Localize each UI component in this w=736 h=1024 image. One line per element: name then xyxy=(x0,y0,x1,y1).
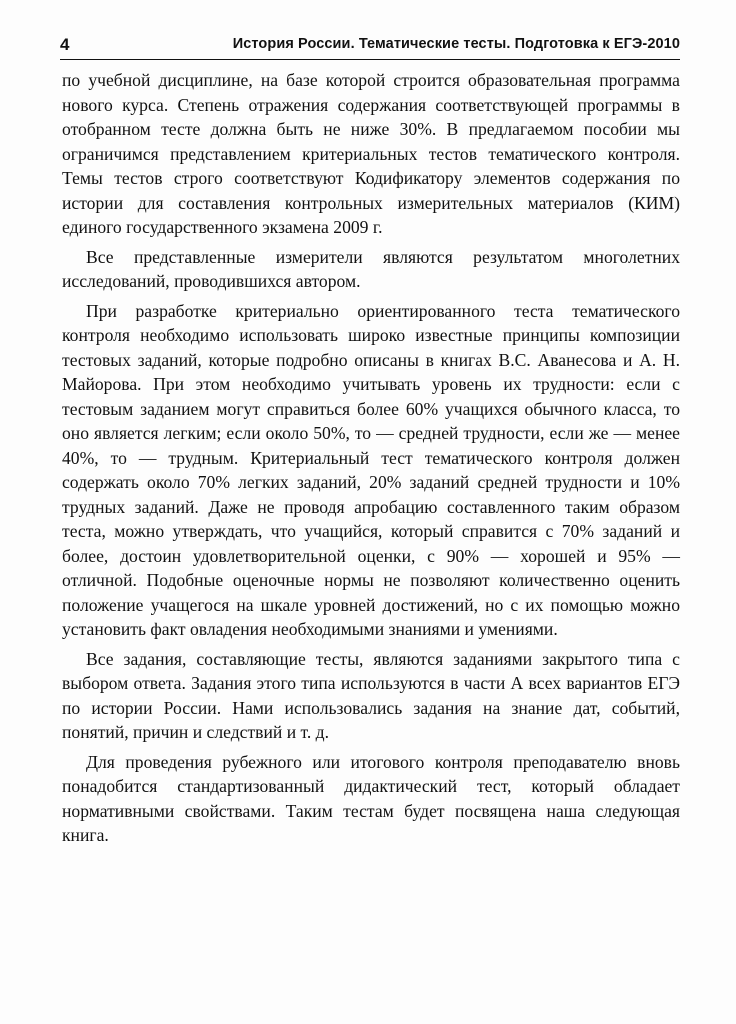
header-divider xyxy=(60,59,680,60)
running-head xyxy=(60,33,680,59)
paragraph: Все задания, составляющие тесты, являются заданиями закрытого типа с выбором ответа. Задания этого типа используются в части А всех вариантов ЕГЭ по истории России. Нами использовались задания на знание дат, событий, понятий, причин и следствий и т. д. xyxy=(62,648,680,742)
page-number: 4 xyxy=(60,35,70,54)
paragraph-continuation: по учебной дисциплине, на базе которой строится образовательная программа нового курса. Степень отражения содержания соответствующей программы в отобранном тесте должна быть не ниже 30%. В предлагаемом пособии мы ограничимся представлением критериальных тестов тематического контроля. Темы тестов строго соответствуют Кодификатору элементов содержания по истории для составления контрольных измерительных материалов (КИМ) единого государственного экзамена 2009 г. xyxy=(62,70,680,237)
paragraph: Все представленные измерители являются результатом многолетних исследований, проводившихся автором. xyxy=(62,246,680,291)
paragraph: Для проведения рубежного или итогового контроля преподавателю вновь понадобится стандартизованный дидактический тест, который обладает нормативными свойствами. Таким тестам будет посвящена наша следующая книга. xyxy=(62,751,680,845)
paragraph: При разработке критериально ориентированного теста тематического контроля необходимо использовать широко известные принципы композиции тестовых заданий, которые подробно описаны в книгах В.С. Аванесова и А. Н. Майорова. При этом необходимо учитывать уровень их трудности: если с тестовым заданием могут справиться более 60% учащихся обычного класса, то оно является легким; если около 50%, то — средней трудности, если же — менее 40%, то — трудным. Критериальный тест тематического контроля должен содержать около 70% легких заданий, 20% заданий средней трудности и 10% трудных заданий. Даже не проводя апробацию составленного таким образом теста, можно утверждать, что учащийся, который справится с 70% заданий и более, достоин удовлетворительной оценки, с 90% — хорошей и 95% — отличной. Подобные оценочные нормы не позволяют количественно оценить положение учащегося на шкале уровней достижений, но с их помощью можно установить факт овладения необходимыми знаниями и умениями. xyxy=(62,300,680,639)
body-text xyxy=(62,68,680,853)
running-head-title: История России. Тематические тесты. Подготовка к ЕГЭ-2010 xyxy=(232,36,680,52)
